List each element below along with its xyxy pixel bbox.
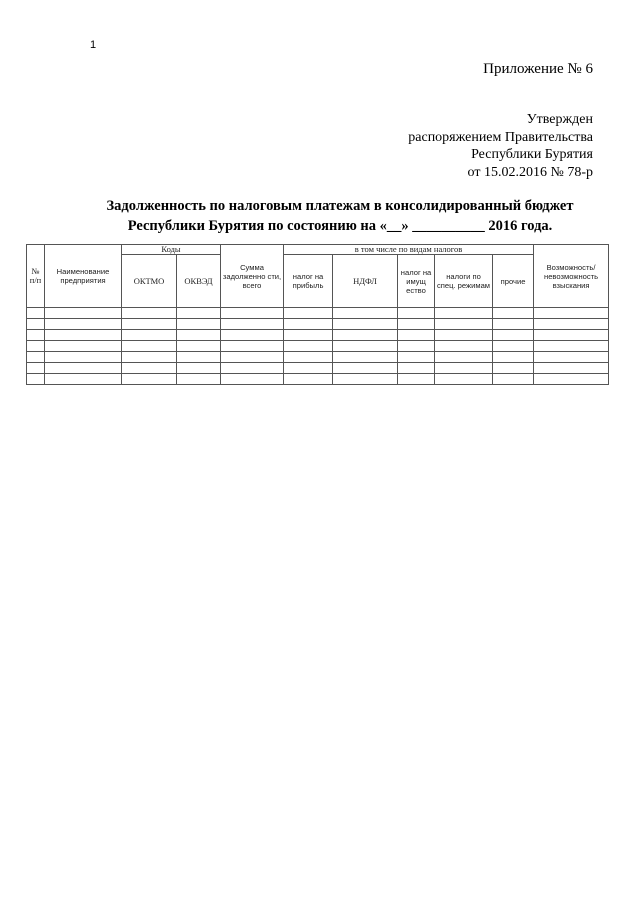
table-cell [27, 308, 45, 319]
table-cell [435, 319, 493, 330]
table-cell [122, 330, 177, 341]
table-cell [221, 363, 284, 374]
approval-line: распоряжением Правительства [408, 129, 593, 145]
table-cell [221, 319, 284, 330]
title-line: Республики Бурятия по состоянию на «__» __________ 2016 года. [127, 218, 553, 234]
table-cell [284, 330, 333, 341]
table-cell [534, 374, 609, 385]
table-cell [27, 363, 45, 374]
table-cell [398, 330, 435, 341]
table-cell [177, 341, 221, 352]
table-row [27, 363, 609, 374]
table-cell [534, 330, 609, 341]
approval-line: от 15.02.2016 № 78-р [467, 164, 593, 180]
column-header-other: прочие [493, 255, 534, 308]
table-cell [122, 319, 177, 330]
table-cell [177, 374, 221, 385]
table-cell [435, 363, 493, 374]
table-cell [27, 352, 45, 363]
table-row [27, 341, 609, 352]
table-row [27, 374, 609, 385]
table-cell [493, 308, 534, 319]
table-cell [493, 352, 534, 363]
table-cell [177, 363, 221, 374]
table-cell [435, 374, 493, 385]
table-cell [221, 352, 284, 363]
table-cell [221, 330, 284, 341]
table-cell [534, 363, 609, 374]
column-header-name: Наименование предприятия [45, 245, 122, 308]
column-header-total: Сумма задолженно сти, всего [221, 245, 284, 308]
approval-line: Утвержден [526, 112, 593, 127]
table-cell [284, 363, 333, 374]
approval-line: Республики Бурятия [471, 147, 593, 162]
table-cell [493, 374, 534, 385]
column-header-special-regimes: налоги по спец. режимам [435, 255, 493, 308]
table-cell [45, 352, 122, 363]
table-cell [333, 330, 398, 341]
column-header-oktmo: ОКТМО [122, 255, 177, 308]
table-body [27, 308, 609, 385]
table-cell [493, 319, 534, 330]
table-cell [221, 341, 284, 352]
column-group-codes: Коды [122, 245, 221, 255]
table-cell [27, 330, 45, 341]
table-cell [398, 352, 435, 363]
table-cell [177, 330, 221, 341]
document-title [40, 196, 640, 236]
table-cell [534, 319, 609, 330]
table-cell [284, 308, 333, 319]
debt-table [26, 244, 609, 385]
table-cell [221, 308, 284, 319]
table-cell [122, 308, 177, 319]
table-cell [284, 341, 333, 352]
table-cell [534, 341, 609, 352]
table-cell [398, 374, 435, 385]
table-cell [534, 308, 609, 319]
table-cell [435, 341, 493, 352]
table-cell [398, 363, 435, 374]
table-cell [122, 374, 177, 385]
table-cell [177, 308, 221, 319]
table-cell [284, 352, 333, 363]
table-cell [493, 330, 534, 341]
column-header-profit-tax: налог на прибыль [284, 255, 333, 308]
table-cell [333, 374, 398, 385]
table-cell [45, 319, 122, 330]
page-number: 1 [90, 39, 97, 51]
table-row [27, 352, 609, 363]
table-cell [177, 352, 221, 363]
table-cell [122, 363, 177, 374]
table-cell [435, 330, 493, 341]
column-group-taxes: в том числе по видам налогов [284, 245, 534, 255]
table-cell [398, 341, 435, 352]
table-cell [27, 341, 45, 352]
column-header-okved: ОКВЭД [177, 255, 221, 308]
approval-block [408, 111, 593, 181]
table-cell [435, 352, 493, 363]
table-cell [333, 341, 398, 352]
table-cell [27, 319, 45, 330]
table-cell [177, 319, 221, 330]
table-cell [398, 308, 435, 319]
table-cell [45, 308, 122, 319]
table-cell [284, 319, 333, 330]
table-cell [27, 374, 45, 385]
table-row [27, 308, 609, 319]
table-cell [493, 363, 534, 374]
table-cell [333, 319, 398, 330]
title-line: Задолженность по налоговым платежам в консолидированный бюджет [106, 198, 574, 214]
table-cell [435, 308, 493, 319]
table-cell [493, 341, 534, 352]
table-cell [398, 319, 435, 330]
table-cell [45, 341, 122, 352]
appendix-label: Приложение № 6 [483, 61, 593, 77]
column-header-number: № п/п [27, 245, 45, 308]
column-header-ndfl: НДФЛ [333, 255, 398, 308]
table-cell [333, 352, 398, 363]
table-cell [45, 374, 122, 385]
table-row [27, 330, 609, 341]
table-cell [45, 363, 122, 374]
table-cell [221, 374, 284, 385]
table-cell [284, 374, 333, 385]
table-cell [122, 341, 177, 352]
column-header-recovery: Возможность/ невозможность взыскания [534, 245, 609, 308]
table-row [27, 319, 609, 330]
table-cell [333, 363, 398, 374]
table-cell [122, 352, 177, 363]
column-header-property-tax: налог на имущ ество [398, 255, 435, 308]
table-cell [534, 352, 609, 363]
table-cell [333, 308, 398, 319]
table-cell [45, 330, 122, 341]
